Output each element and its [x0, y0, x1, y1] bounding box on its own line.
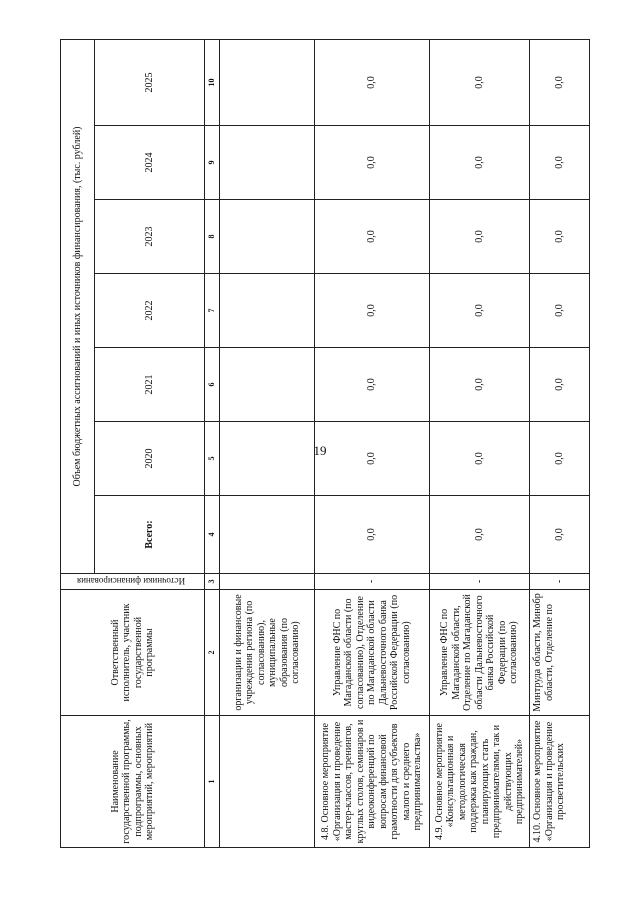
- row-executor: Управление ФНС по Магаданской области (по согласованию), Отделение по Магаданской области Дальневосточного банка Российской Федерации (по согласованию): [315, 590, 430, 716]
- row-value: [220, 348, 315, 422]
- row-value: 0,0: [530, 348, 590, 422]
- row-name: 4.10. Основное мероприятие «Организация и проведение просветительских: [530, 716, 590, 848]
- column-number: 1: [205, 716, 220, 848]
- row-source: [220, 574, 315, 590]
- row-value: 0,0: [430, 39, 530, 125]
- row-value: 0,0: [315, 348, 430, 422]
- row-name: 4.8. Основное мероприятие «Организация и проведение мастер-классов, тренингов, круглых столов, семинаров и видеоконференций по вопросам финансовой грамотности для субъектов малого и среднего предпринимательства»: [315, 716, 430, 848]
- row-executor: Минтруда области, Минобр области, Отделение по: [530, 590, 590, 716]
- table-row: [220, 39, 315, 847]
- row-value: 0,0: [430, 200, 530, 274]
- row-value: 0,0: [530, 39, 590, 125]
- row-name: 4.9. Основное мероприятие «Консультационная и методологическая поддержка как граждан, планирующих стать предпринимателями, так и действующих предпринимателей»: [430, 716, 530, 848]
- row-value: 0,0: [430, 348, 530, 422]
- table-row: [430, 39, 530, 847]
- row-value: 0,0: [530, 422, 590, 496]
- column-number: 2: [205, 590, 220, 716]
- row-value: 0,0: [430, 496, 530, 574]
- funding-table: [60, 39, 590, 848]
- row-value: 0,0: [315, 39, 430, 125]
- table-row: [530, 39, 590, 847]
- row-value: [220, 422, 315, 496]
- row-name: [220, 716, 315, 848]
- row-source: -: [430, 574, 530, 590]
- column-number: 4: [205, 496, 220, 574]
- row-source: -: [315, 574, 430, 590]
- header-year: 2025: [95, 39, 205, 125]
- row-value: 0,0: [430, 422, 530, 496]
- rotated-table-container: [60, 60, 590, 848]
- row-value: 0,0: [530, 496, 590, 574]
- column-number: 3: [205, 574, 220, 590]
- column-number: 8: [205, 200, 220, 274]
- column-number: 9: [205, 126, 220, 200]
- row-executor: организации и финансовые учреждения региона (по согласованию), муниципальные образования (по согласованию): [220, 590, 315, 716]
- page-number: 19: [313, 443, 327, 458]
- column-number: 7: [205, 274, 220, 348]
- row-value: 0,0: [315, 274, 430, 348]
- row-value: [220, 200, 315, 274]
- header-funding-group: Объем бюджетных ассигнований и иных источников финансирования, (тыс. рублей): [61, 39, 95, 573]
- header-year: 2024: [95, 126, 205, 200]
- row-value: 0,0: [530, 126, 590, 200]
- header-year: 2023: [95, 200, 205, 274]
- header-year-total: Всего:: [95, 496, 205, 574]
- row-value: [220, 126, 315, 200]
- row-value: 0,0: [315, 422, 430, 496]
- header-year: 2021: [95, 348, 205, 422]
- row-value: 0,0: [315, 496, 430, 574]
- column-number: 5: [205, 422, 220, 496]
- header-year: 2022: [95, 274, 205, 348]
- row-source: -: [530, 574, 590, 590]
- row-value: 0,0: [315, 200, 430, 274]
- row-value: 0,0: [530, 274, 590, 348]
- header-source: Источники финансирования: [76, 576, 185, 586]
- row-executor: Управление ФНС по Магаданской области, Отделение по Магаданской области Дальневосточного банка Российской Федерации (по согласованию): [430, 590, 530, 716]
- row-value: 0,0: [430, 126, 530, 200]
- row-value: 0,0: [315, 126, 430, 200]
- column-number: 10: [205, 39, 220, 125]
- row-value: 0,0: [530, 200, 590, 274]
- row-value: 0,0: [430, 274, 530, 348]
- table-row: [315, 39, 430, 847]
- header-executor: Ответственный исполнитель, участник государственной программы: [61, 590, 205, 716]
- row-value: [220, 39, 315, 125]
- row-value: [220, 496, 315, 574]
- header-name: Наименование государственной программы, подпрограммы, основных мероприятий, мероприятий: [61, 716, 205, 848]
- header-source-cell: [61, 574, 205, 590]
- column-number: 6: [205, 348, 220, 422]
- row-value: [220, 274, 315, 348]
- header-year: 2020: [95, 422, 205, 496]
